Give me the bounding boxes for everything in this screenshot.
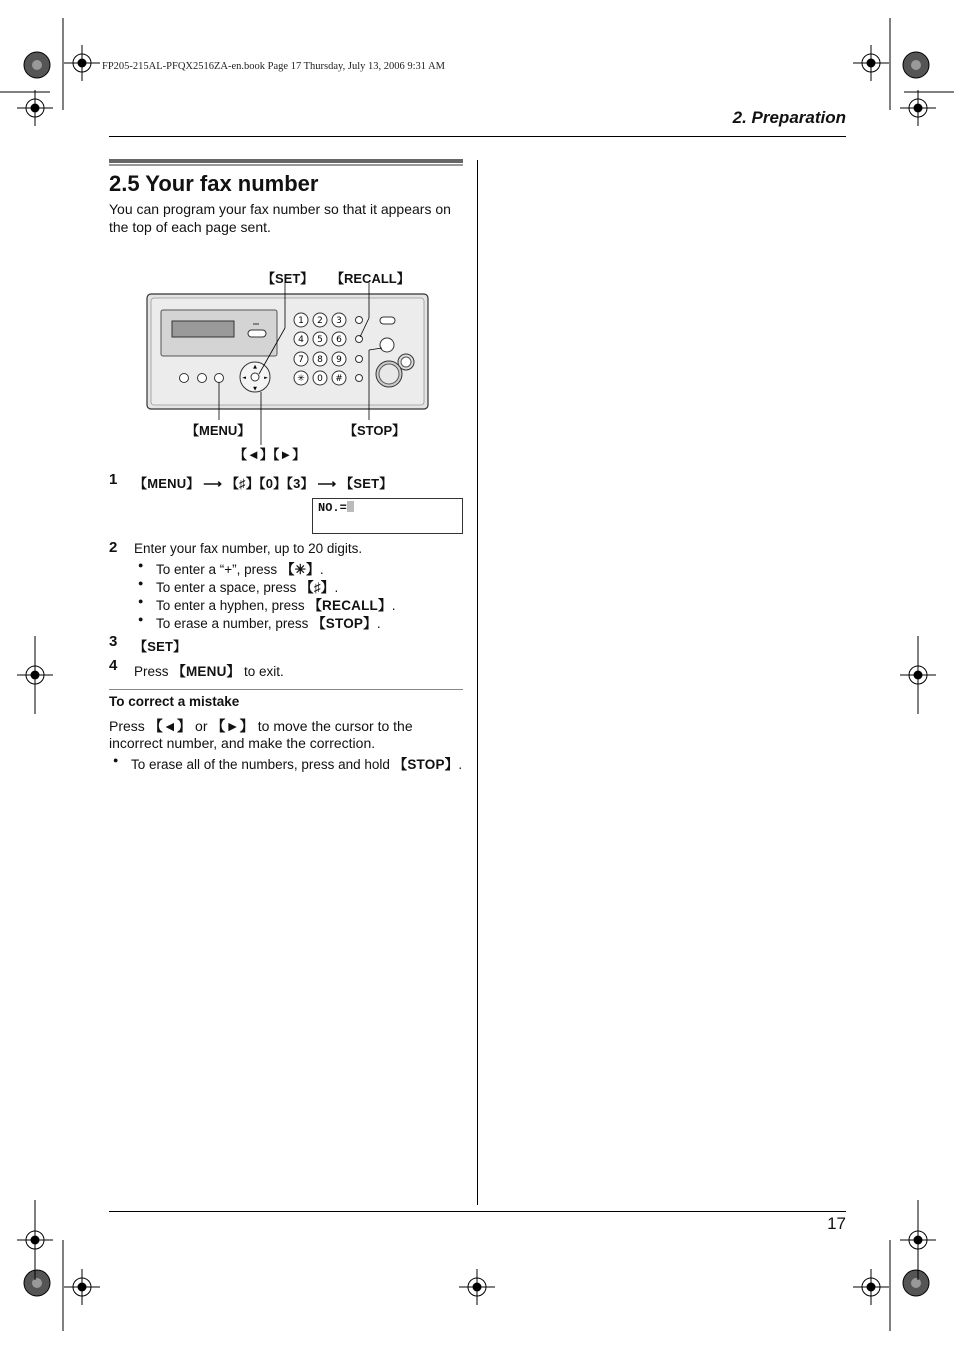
step-2-bullet: ● To enter a space, press 【♯】. (140, 576, 338, 596)
menu-button-graphic (215, 374, 224, 383)
lcd-text: NO.= (318, 501, 354, 515)
svg-text:1: 1 (298, 316, 304, 326)
label-menu: 【MENU】 (186, 423, 251, 438)
svg-text:9: 9 (336, 355, 342, 365)
svg-text:8: 8 (317, 355, 323, 365)
title-bar-thick (109, 159, 463, 163)
svg-text:5: 5 (317, 335, 323, 345)
svg-text:▲: ▲ (253, 364, 257, 370)
header-rule (109, 136, 846, 137)
intro-text: You can program your fax number so that it appears on the top of each page sent. (109, 201, 451, 235)
svg-text:3: 3 (336, 316, 342, 326)
svg-text:►: ► (264, 375, 268, 381)
section-title: 2. Preparation (732, 108, 846, 127)
page-title: 2.5 Your fax number (109, 171, 319, 196)
correct-bullet: ● To erase all of the numbers, press and hold 【STOP】. (115, 753, 462, 773)
step-2-number: 2 (109, 539, 118, 556)
label-recall: 【RECALL】 (331, 271, 410, 286)
step-1-text: 【MENU】 ⟶ 【♯】【0】【3】 ⟶ 【SET】 (134, 476, 393, 491)
svg-text:◄: ◄ (242, 375, 246, 381)
svg-text:4: 4 (298, 335, 304, 345)
lcd-display (312, 498, 463, 534)
page-number: 17 (827, 1214, 846, 1233)
label-set: 【SET】 (262, 271, 314, 286)
footer-rule (109, 1211, 846, 1212)
title-bar-thin (109, 164, 463, 166)
fax-panel-illustration (140, 280, 440, 470)
recall-button-graphic (356, 336, 363, 343)
svg-text:2: 2 (317, 316, 323, 326)
step-2-bullet: ● To erase a number, press 【STOP】. (140, 612, 381, 632)
step-4-text: Press 【MENU】 to exit. (134, 664, 284, 679)
label-stop: 【STOP】 (344, 423, 406, 438)
step-1-number: 1 (109, 471, 118, 488)
correct-paragraph: Press 【◄】 or 【►】 to move the cursor to the incorrect number, and make the correction. (109, 718, 413, 751)
svg-text:6: 6 (336, 335, 342, 345)
svg-text:▼: ▼ (253, 386, 257, 392)
step-2-bullet: ● To enter a hyphen, press 【RECALL】. (140, 594, 395, 614)
step-3-number: 3 (109, 633, 118, 650)
column-divider (477, 160, 478, 1205)
step-4-number: 4 (109, 657, 118, 674)
stop-button-graphic (380, 338, 394, 352)
svg-text:✳: ✳ (297, 374, 305, 384)
lcd-cursor (347, 501, 354, 512)
svg-text:0: 0 (317, 374, 323, 384)
svg-text:7: 7 (298, 355, 304, 365)
label-arrows: 【◄】【►】 (234, 447, 306, 462)
step-2-bullet: ● To enter a “+”, press 【✳】. (140, 558, 324, 578)
step-3-text: 【SET】 (134, 639, 187, 654)
correct-heading: To correct a mistake (109, 694, 240, 709)
step-2-text: Enter your fax number, up to 20 digits. (134, 541, 363, 556)
svg-text:#: # (335, 374, 343, 384)
file-header: FP205-215AL-PFQX2516ZA-en.book Page 17 Thursday, July 13, 2006 9:31 AM (102, 61, 445, 72)
sub-section-rule (109, 689, 463, 690)
